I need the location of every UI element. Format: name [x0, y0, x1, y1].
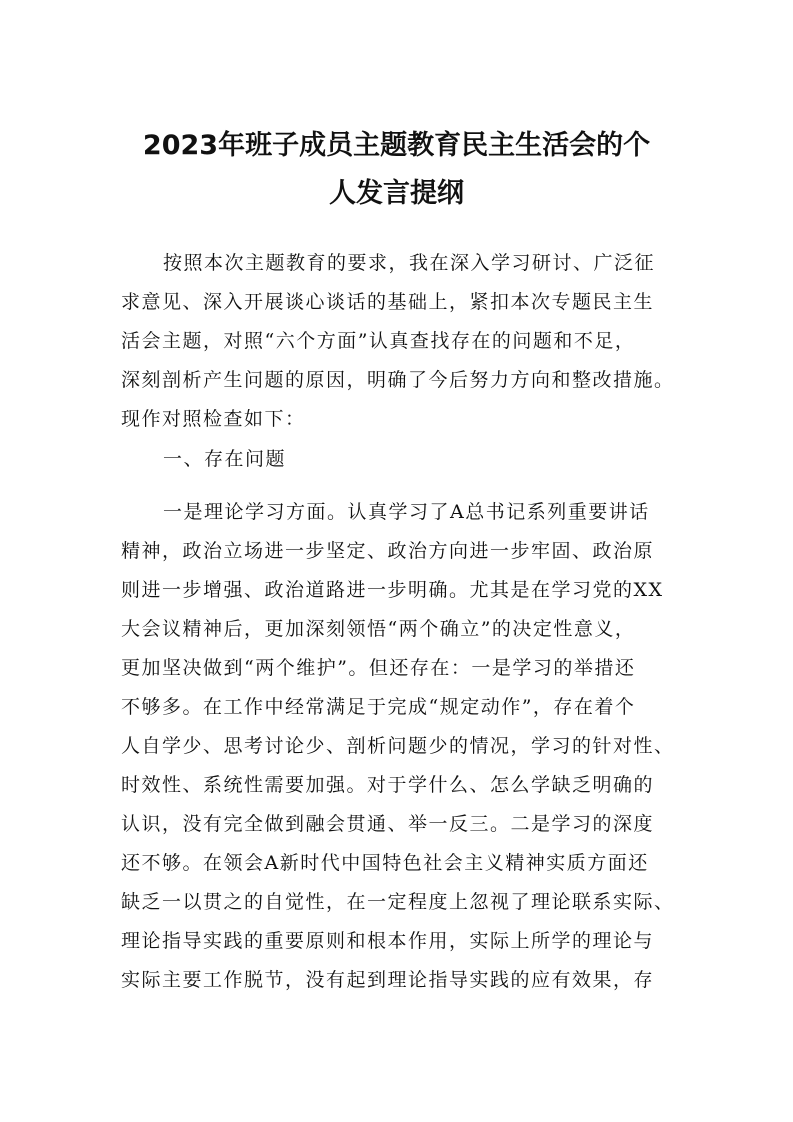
- paragraph-line: 大会议精神后，更加深刻领悟“两个确立”的决定性意义，: [121, 618, 636, 640]
- paragraph-line: 更加坚决做到“两个维护”。但还存在：一是学习的举措还: [121, 657, 636, 679]
- paragraph-line: 时效性、系统性需要加强。对于学什么、怎么学缺乏明确的: [121, 774, 655, 796]
- paragraph-line: 理论指导实践的重要原则和根本作用，实际上所学的理论与: [121, 930, 655, 952]
- section-heading: 一、存在问题: [163, 448, 287, 470]
- document-title-line-1: 2023年班子成员主题教育民主生活会的个: [142, 130, 651, 161]
- paragraph-line: 求意见、深入开展谈心谈话的基础上，紧扣本次专题民主生: [121, 291, 655, 313]
- paragraph-line: 不够多。在工作中经常满足于完成“规定动作”，存在着个: [121, 696, 636, 718]
- paragraph-line: 活会主题，对照“六个方面”认真查找存在的问题和不足，: [121, 330, 636, 352]
- paragraph-line: 现作对照检查如下：: [121, 408, 306, 430]
- paragraph-line: 实际主要工作脱节，没有起到理论指导实践的应有效果，存: [121, 969, 655, 991]
- paragraph-line: 一是理论学习方面。认真学习了A总书记系列重要讲话: [163, 501, 650, 523]
- paragraph-line: 按照本次主题教育的要求，我在深入学习研讨、广泛征: [163, 252, 656, 274]
- paragraph-line: 深刻剖析产生问题的原因，明确了今后努力方向和整改措施。: [121, 369, 675, 391]
- document-title-line-2: 人发言提纲: [329, 178, 464, 209]
- paragraph-line: 精神，政治立场进一步坚定、政治方向进一步牢固、政治原: [121, 540, 655, 562]
- paragraph-line: 还不够。在领会A新时代中国特色社会主义精神实质方面还: [121, 852, 649, 874]
- paragraph-line: 缺乏一以贯之的自觉性，在一定程度上忽视了理论联系实际、: [121, 891, 675, 913]
- paragraph-line: 认识，没有完全做到融会贯通、举一反三。二是学习的深度: [121, 813, 655, 835]
- paragraph-line: 人自学少、思考讨论少、剖析问题少的情况，学习的针对性、: [121, 735, 675, 757]
- paragraph-line: 则进一步增强、政治道路进一步明确。尤其是在学习党的XX: [121, 579, 664, 601]
